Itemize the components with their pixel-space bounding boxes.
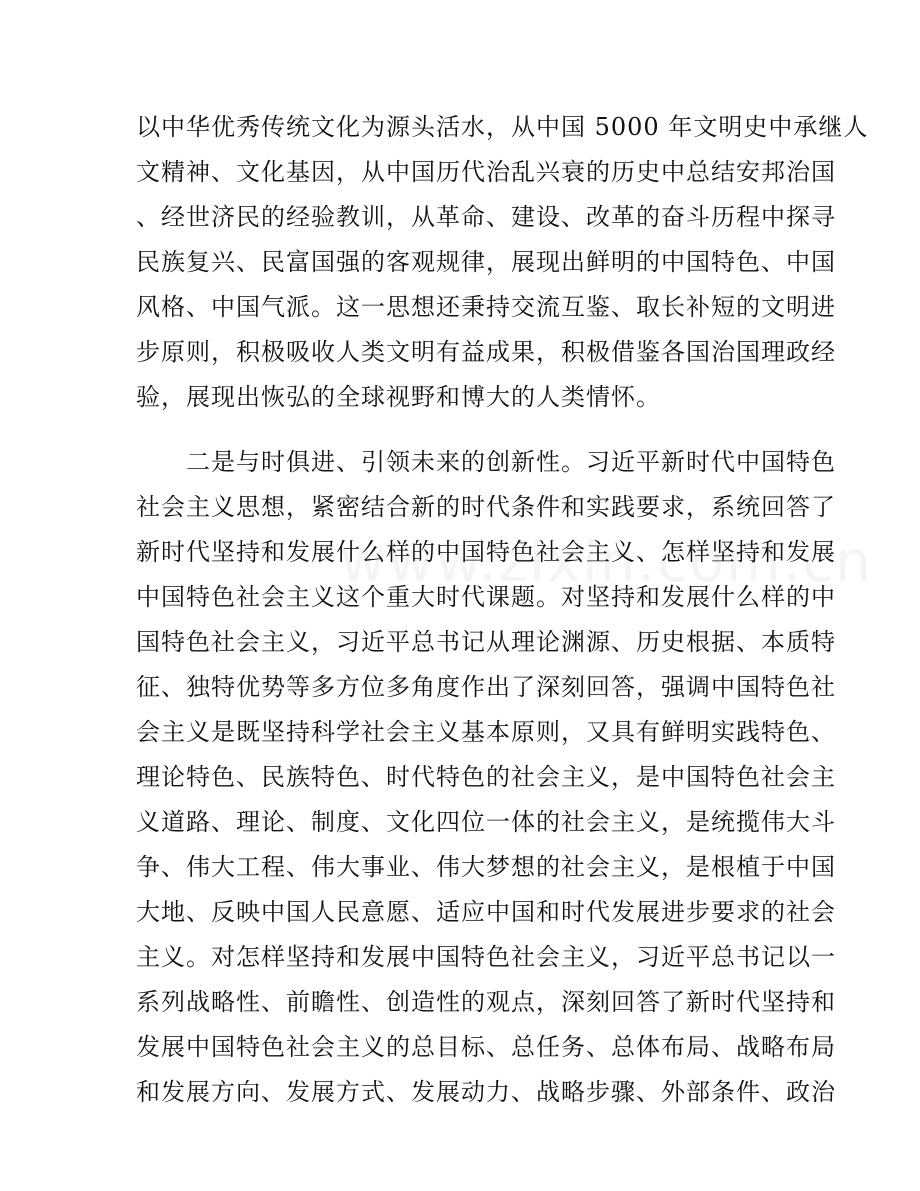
text-line: 、经世济民的经验教训，从革命、建设、改革的奋斗历程中探寻 <box>136 203 836 231</box>
text-line: 主义。对怎样坚持和发展中国特色社会主义，习近平总书记以一 <box>136 943 836 971</box>
text-line-indented: 二是与时俱进、引领未来的创新性。习近平新时代中国特色 <box>186 448 836 476</box>
text-line: 争、伟大工程、伟大事业、伟大梦想的社会主义，是根植于中国 <box>136 853 836 881</box>
text-line: 新时代坚持和发展什么样的中国特色社会主义、怎样坚持和发展 <box>136 538 836 566</box>
text-line: 中国特色社会主义这个重大时代课题。对坚持和发展什么样的中 <box>136 583 836 611</box>
text-line: 验，展现出恢弘的全球视野和博大的人类情怀。 <box>136 383 661 411</box>
text-line: 会主义是既坚持科学社会主义基本原则，又具有鲜明实践特色、 <box>136 718 836 746</box>
text-line: 民族复兴、民富国强的客观规律，展现出鲜明的中国特色、中国 <box>136 248 836 276</box>
text-line: 国特色社会主义，习近平总书记从理论渊源、历史根据、本质特 <box>136 628 836 656</box>
text-line: 义道路、理论、制度、文化四位一体的社会主义，是统揽伟大斗 <box>136 808 836 836</box>
text-line: 大地、反映中国人民意愿、适应中国和时代发展进步要求的社会 <box>136 898 836 926</box>
text-line: 风格、中国气派。这一思想还秉持交流互鉴、取长补短的文明进 <box>136 293 836 321</box>
text-line: 以中华优秀传统文化为源头活水，从中国 5000 年文明史中承继人 <box>136 113 869 141</box>
text-line: 步原则，积极吸收人类文明有益成果，积极借鉴各国治国理政经 <box>136 338 836 366</box>
text-line: 文精神、文化基因，从中国历代治乱兴衰的历史中总结安邦治国 <box>136 158 836 186</box>
text-line: 和发展方向、发展方式、发展动力、战略步骤、外部条件、政治 <box>136 1078 836 1106</box>
text-line: 系列战略性、前瞻性、创造性的观点，深刻回答了新时代坚持和 <box>136 988 836 1016</box>
text-line: 理论特色、民族特色、时代特色的社会主义，是中国特色社会主 <box>136 763 836 791</box>
text-line: 发展中国特色社会主义的总目标、总任务、总体布局、战略布局 <box>136 1033 836 1061</box>
text-line: 社会主义思想，紧密结合新的时代条件和实践要求，系统回答了 <box>136 493 836 521</box>
text-line: 征、独特优势等多方位多角度作出了深刻回答，强调中国特色社 <box>136 673 836 701</box>
